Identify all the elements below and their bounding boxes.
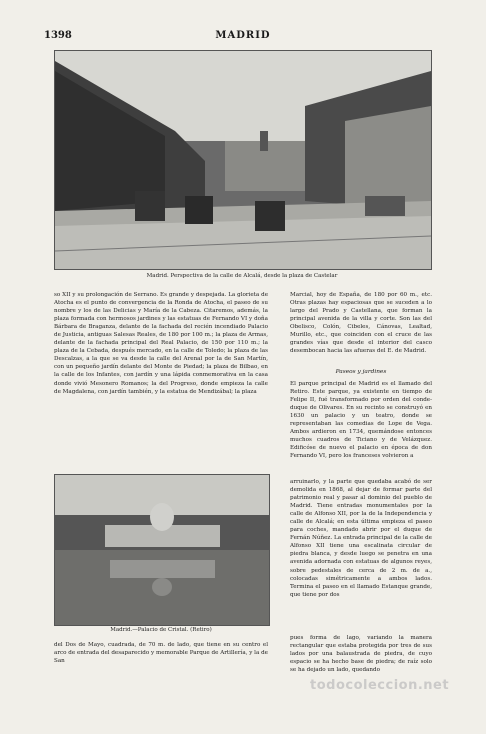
right-column-text: Marcial, hoy de España, de 180 por 60 m., etc. Otras plazas hay espaciosas que se suceden a lo largo del Prado y Castellana, que forman la principal avenida de la villa y corte. Son las del Obelisco, Colón, Cibeles, Cánovas, Lealtad, Murillo, etc., que coinciden con el cruce de las grandes vías que desde el interior del casco desembocan hacia las afueras del E. de Madrid. xyxy=(290,292,432,355)
section-subheading: Paseos y jardines xyxy=(335,369,387,375)
right-column-narrow-text: arruinarlo, y la parte que quedaba acabó de ser demolida en 1868, al dejar de formar parte del patrimonio real y pasar al dominio del pueblo de Madrid. Tiene entradas monumentales por la calle de Alfonso XII, por la de la Independencia y calle de Alcalá; en esta última empieza el paseo para coches, mandado abrir por el duque de Fernán Núñez. La entrada principal de la calle de Alfonso XII tiene una escalinata circular de piedra blanca, y desde luego se penetra en una avenida adornada con estatuas de algunos reyes, sobre pedestales de cerca de 2 m. de a., colocadas simétricamente a ambos lados. Termina el paseo en el llamado Estanque grande, que tiene por dos xyxy=(290,479,432,598)
figure-caption-palace: Madrid.—Palacio de Cristal. (Retiro) xyxy=(110,627,212,633)
right-column-paragraph: El parque principal de Madrid es el llamado del Retiro. Este parque, ya existente en tiempo de Felipe II, fué transformado por orden del conde-duque de Olivares. En su recinto se construyó en 1630 un palacio y un teatro, donde se representaban las comedias de Lope de Vega. Ambos ardieron en 1734, quemándose entonces muchos cuadros de Ticiano y de Velázquez. Edificóse de nuevo el palacio en época de don Fernando VI, pero los franceses volvieron a xyxy=(290,381,432,460)
left-column-text: so XII y su prolongación de Serrano. Es grande y despejada. La glorieta de Atocha es el punto de convergencia de la Ronda de Atocha, el paseo de su nombre y los de las Delicias y María de la Cabeza. Citaremos, además, la plaza formada con hermosos jardines y las estatuas de Fernando VI y doña Bárbara de Braganza, delante de la fachada del recién incendiado Palacio de Justicia, antiguas Salesas Reales, de 180 por 100 m.; la plaza de Armas, delante de la fachada principal del Real Palacio, de 150 por 110 m.; la plaza de la Cebada, después mercado, en la calle de Toledo; la plaza de las Descalzas, a la que se va desde la calle del Arenal por la de San Martín, con un pequeño jardín delante del Monte de Piedad; la plaza de Bilbao, en la calle de los Infantes, con jardín y una lápida conmemorativa en la casa donde vivió Mesonero Romanos; la del Progreso, donde empieza la calle de Magdalena, con jardín también, y la estatua de Mendizábal; la plaza xyxy=(54,292,268,395)
page-number: 1398 xyxy=(44,30,72,41)
watermark: todocoleccion.net xyxy=(310,678,450,693)
page-header-title: MADRID xyxy=(215,30,271,41)
crystal-palace-photo xyxy=(54,474,270,626)
figure-caption-street: Madrid. Perspectiva de la calle de Alcalá, desde la plaza de Castelar xyxy=(146,273,338,279)
left-column-text-bottom: del Dos de Mayo, cuadrada, de 70 m. de lado, que tiene en su centro el arco de entrada del desaparecido y memorable Parque de Artillería, y la de San xyxy=(54,642,268,665)
right-column-text-bottom: pues forma de lago, variando la manera rectangular que estaba protegida por tres de sus lados por una balaustrada de piedra, de cuyo espacio se ha hecho base de piedra; de raíz solo se ha dejado un lado, quedando xyxy=(290,635,432,674)
street-photo xyxy=(54,50,432,270)
